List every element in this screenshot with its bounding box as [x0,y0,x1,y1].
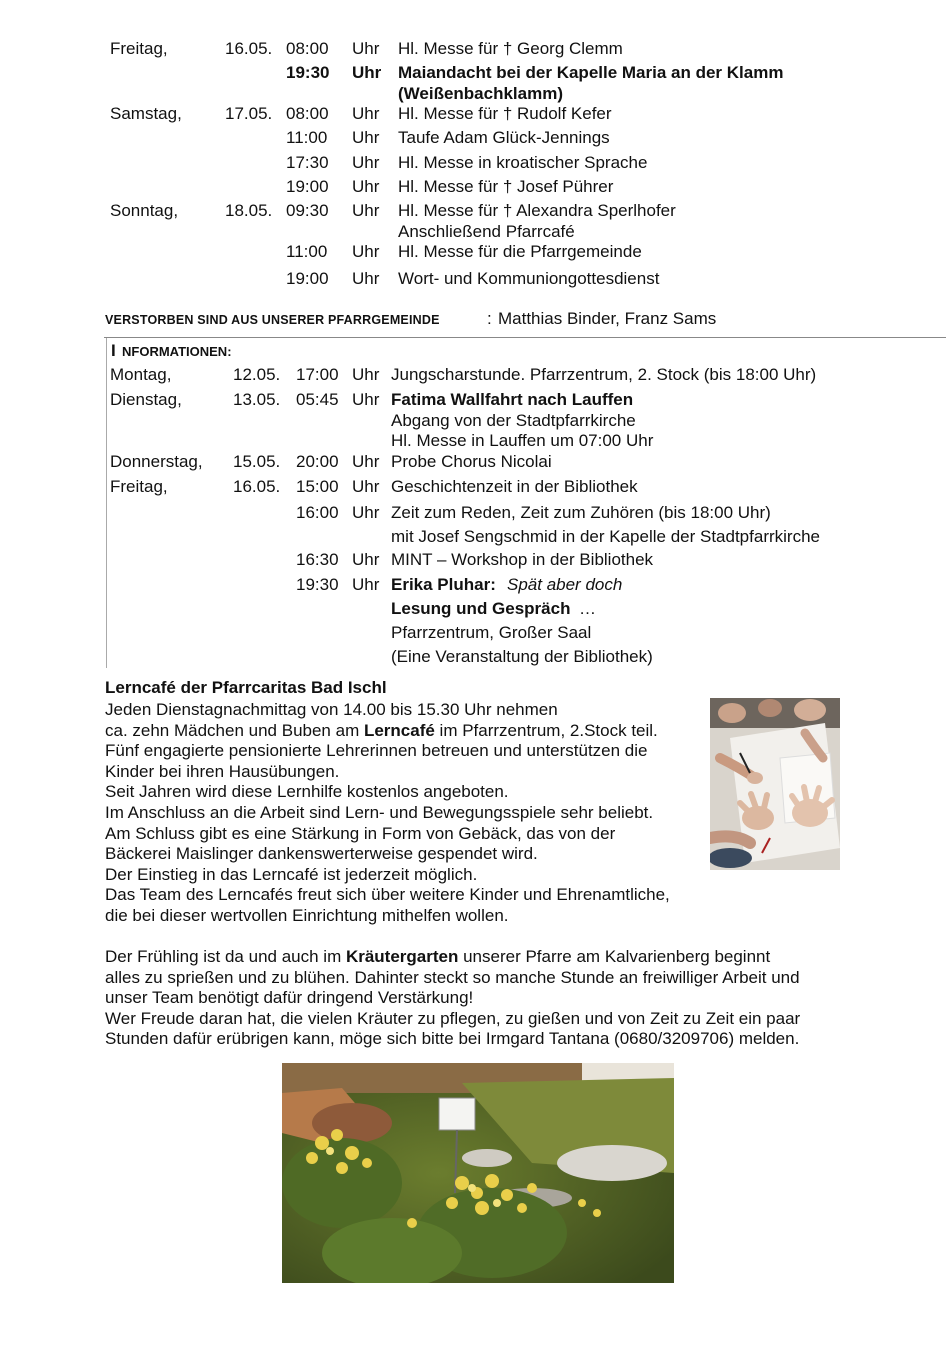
text-span: ca. zehn Mädchen und Buben am [105,720,364,740]
info-text: Pfarrzentrum, Großer Saal [391,623,592,642]
text-line: Wer Freude daran hat, die vielen Kräuter zu pflegen, zu gießen und von Zeit zu Zeit ein paar [105,1008,801,1028]
info-time: 16:30 [296,550,339,569]
info-uhr: Uhr [352,452,380,471]
info-day: Freitag, [110,477,168,496]
schedule-time: 11:00 [286,242,328,261]
info-text: MINT – Workshop in der Bibliothek [391,550,654,569]
lerncafe-title: Lerncafé der Pfarrcaritas Bad Ischl [105,678,387,697]
info-time: 15:00 [296,477,339,496]
section-divider [104,337,946,338]
info-text: Hl. Messe in Lauffen um 07:00 Uhr [391,431,654,450]
text-line: Fünf engagierte pensionierte Lehrerinnen betreuen und unterstützen die [105,741,648,761]
info-uhr: Uhr [352,550,380,569]
text-line: Das Team des Lerncafés freut sich über weitere Kinder und Ehrenamtliche, [105,885,670,905]
info-text-bold: Lesung und Gespräch [391,599,571,618]
info-text: Jungscharstunde. Pfarrzentrum, 2. Stock (bis 18:00 Uhr) [391,365,817,384]
schedule-day: Samstag, [110,104,182,123]
schedule-uhr: Uhr [352,242,380,261]
deceased-names: Matthias Binder, Franz Sams [498,309,717,328]
schedule-time: 19:00 [286,177,329,196]
info-day: Montag, [110,365,172,384]
info-date: 13.05. [233,390,281,409]
text-span: im Pfarrzentrum, 2.Stock teil. [434,720,658,740]
info-text: … [579,599,596,618]
info-time: 16:00 [296,503,339,522]
schedule-text: Hl. Messe für † Josef Pührer [398,177,614,196]
schedule-uhr: Uhr [352,177,380,196]
info-border [106,338,107,668]
info-uhr: Uhr [352,477,380,496]
schedule-date: 18.05. [225,201,273,220]
info-text-bold: Erika Pluhar: [391,575,496,594]
schedule-date: 17.05. [225,104,273,123]
schedule-time: 11:00 [286,128,328,147]
text-line [105,947,800,968]
schedule-text: Wort- und Kommuniongottesdienst [398,269,660,288]
text-span: unserer Pfarre am Kalvarienberg beginnt [458,947,771,966]
info-text: Geschichtenzeit in der Bibliothek [391,477,638,496]
info-time: 20:00 [296,452,339,471]
schedule-uhr: Uhr [352,128,380,147]
info-text: (Eine Veranstaltung der Bibliothek) [391,647,653,666]
info-time: 17:00 [296,365,339,384]
text-line: Jeden Dienstagnachmittag von 14.00 bis 15.30 Uhr nehmen [105,700,558,719]
info-uhr: Uhr [352,503,380,522]
info-text: Fatima Wallfahrt nach Lauffen [391,390,634,409]
children-drawing-photo [710,698,840,870]
text-line: Kinder bei ihren Hausübungen. [105,761,340,781]
info-text: Probe Chorus Nicolai [391,452,552,471]
schedule-uhr: Uhr [352,201,380,220]
info-day: Donnerstag, [110,452,203,471]
schedule-time: 19:00 [286,269,329,288]
schedule-uhr: Uhr [352,39,380,58]
info-uhr: Uhr [352,365,380,384]
info-date: 12.05. [233,365,281,384]
schedule-time: 09:30 [286,201,329,220]
info-date: 16.05. [233,477,281,496]
schedule-time: 08:00 [286,39,329,58]
text-line: unser Team benötigt dafür dringend Verstärkung! [105,988,474,1008]
info-text: Abgang von der Stadtpfarrkirche [391,411,636,430]
info-time: 19:30 [296,575,339,594]
schedule-text: Hl. Messe für † Georg Clemm [398,39,623,58]
schedule-text: Hl. Messe für † Rudolf Kefer [398,104,612,123]
deceased-colon: : [487,309,492,328]
schedule-text: Hl. Messe für † Alexandra Sperlhofer [398,201,676,220]
info-text: mit Josef Sengschmid in der Kapelle der Stadtpfarrkirche [391,527,820,546]
schedule-uhr: Uhr [352,104,380,123]
text-line: alles zu sprießen und zu blühen. Dahinter steckt so manche Stunde an freiwilliger Arbeit und [105,967,800,987]
schedule-uhr: Uhr [352,153,380,172]
schedule-day: Sonntag, [110,201,179,220]
info-date: 15.05. [233,452,281,471]
text-line: Stunden dafür erübrigen kann, möge sich bitte bei Irmgard Tantana (0680/3209706) melden. [105,1029,800,1049]
schedule-time: 17:30 [286,153,329,172]
text-line: Im Anschluss an die Arbeit sind Lern- und Bewegungsspiele sehr beliebt. [105,802,654,822]
text-line: die bei dieser wertvollen Einrichtung mithelfen wollen. [105,905,509,925]
text-line: Der Einstieg in das Lerncafé ist jederzeit möglich. [105,864,478,884]
schedule-time: 08:00 [286,104,329,123]
schedule-text: Hl. Messe für die Pfarrgemeinde [398,242,642,261]
schedule-day: Freitag, [110,39,168,58]
text-line: Am Schluss gibt es eine Stärkung in Form von Gebäck, das von der [105,823,616,843]
text-line: Bäckerei Maislinger dankenswerterweise gespendet wird. [105,844,538,864]
text-line: Seit Jahren wird diese Lernhilfe kostenlos angeboten. [105,782,509,802]
lerncafe-text [105,700,670,927]
schedule-text: Maiandacht bei der Kapelle Maria an der Klamm [398,63,784,82]
text-bold: Kräutergarten [345,947,459,966]
deceased-label: VERSTORBEN SIND AUS UNSERER PFARRGEMEINDE [105,313,440,327]
info-uhr: Uhr [352,575,380,594]
text-span: Der Frühling ist da und auch im [105,947,346,966]
schedule-text: Taufe Adam Glück-Jennings [398,128,610,147]
info-heading-rest: NFORMATIONEN: [122,344,232,359]
info-day: Dienstag, [110,390,182,409]
info-heading-initial: I [111,341,116,360]
schedule-date: 16.05. [225,39,273,58]
info-time: 05:45 [296,390,339,409]
herb-garden-photo [282,1063,674,1283]
text-bold: Lerncafé [363,720,435,740]
text-line [105,721,670,742]
schedule-time: 19:30 [286,63,330,82]
info-text-italic: Spät aber doch [507,575,623,594]
schedule-text: (Weißenbachklamm) [398,84,564,103]
schedule-uhr: Uhr [352,63,382,82]
info-uhr: Uhr [352,390,380,409]
schedule-uhr: Uhr [352,269,380,288]
info-text: Zeit zum Reden, Zeit zum Zuhören (bis 18:00 Uhr) [391,503,771,522]
garden-text [105,947,800,1050]
schedule-text: Hl. Messe in kroatischer Sprache [398,153,648,172]
schedule-text: Anschließend Pfarrcafé [398,222,575,241]
